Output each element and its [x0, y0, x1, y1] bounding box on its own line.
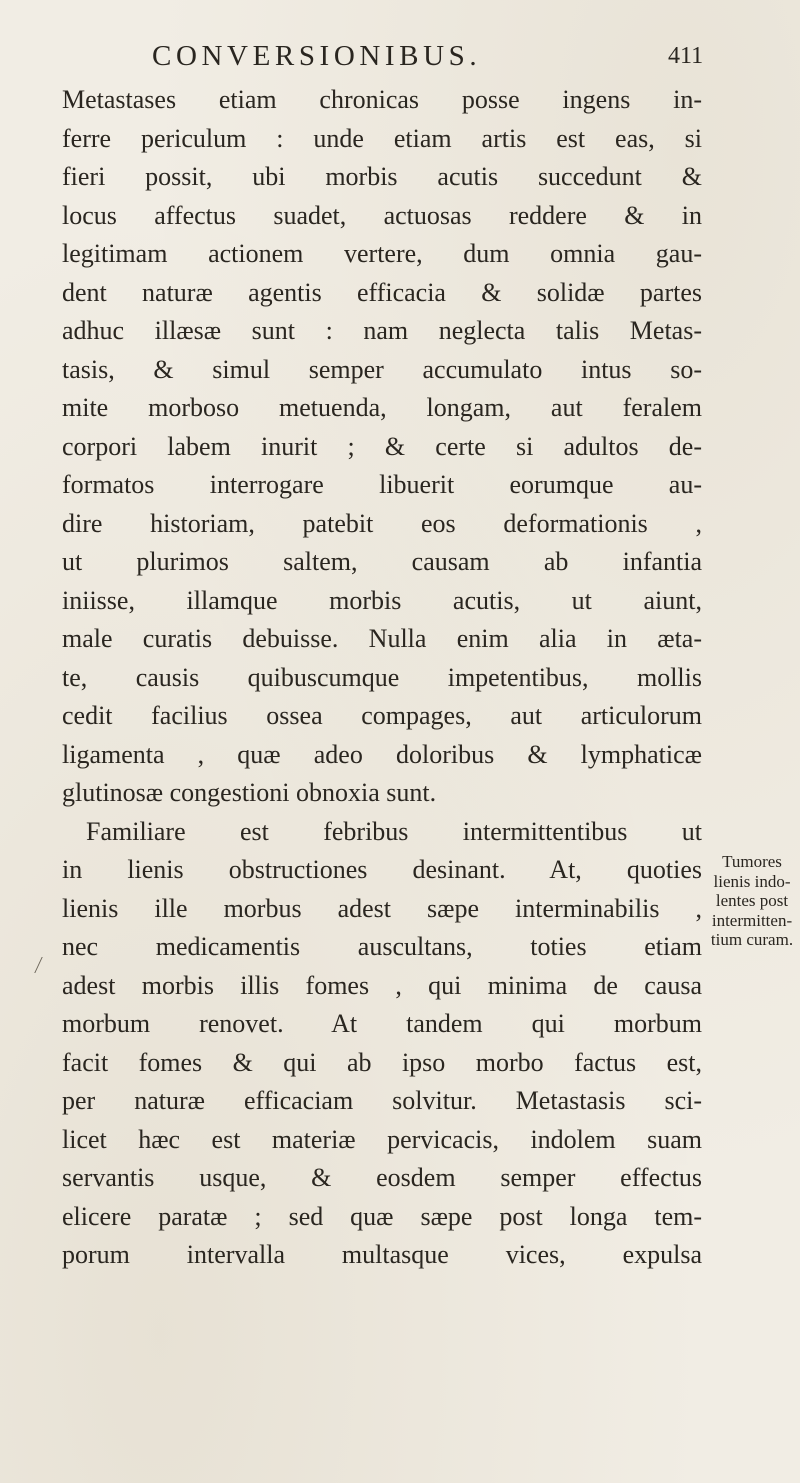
- margin-note-line: lienis indo-: [713, 871, 791, 891]
- text-line: servantis usque, & eosdem semper effectus: [62, 1163, 702, 1192]
- margin-tick-mark: [34, 957, 46, 973]
- text-line: lienis ille morbus adest sæpe interminabilis ,: [62, 893, 702, 923]
- margin-note: [706, 852, 798, 950]
- text-line: elicere paratæ ; sed quæ sæpe post longa tem-: [62, 1201, 702, 1231]
- text-line: facit fomes & qui ab ipso morbo factus est,: [62, 1047, 702, 1077]
- text-line: legitimam actionem vertere, dum omnia gau-: [62, 239, 702, 268]
- text-line: formatos interrogare libuerit eorumque au-: [62, 470, 702, 499]
- margin-note-line: tium curam.: [710, 930, 794, 949]
- margin-note-line: intermitten-: [711, 910, 793, 930]
- text-line: male curatis debuisse. Nulla enim alia in æta-: [62, 624, 702, 653]
- text-line: Familiare est febribus intermittentibus ut: [86, 816, 702, 846]
- text-line: locus affectus suadet, actuosas reddere & in: [62, 200, 702, 230]
- text-line: fieri possit, ubi morbis acutis succedunt &: [62, 162, 702, 191]
- text-line: per naturæ efficaciam solvitur. Metastasis sci-: [62, 1086, 702, 1115]
- text-line: dent naturæ agentis efficacia & solidæ partes: [62, 277, 702, 307]
- text-line: glutinosæ congestioni obnoxia sunt.: [62, 778, 437, 807]
- text-line: ligamenta , quæ adeo doloribus & lymphaticæ: [62, 739, 702, 769]
- text-line: dire historiam, patebit eos deformationis ,: [62, 508, 702, 538]
- text-line: in lienis obstructiones desinant. At, quoties: [62, 855, 702, 884]
- text-line: te, causis quibuscumque impetentibus, mollis: [62, 662, 702, 692]
- page-number: 411: [668, 43, 704, 69]
- text-line: porum intervalla multasque vices, expulsa: [62, 1240, 702, 1269]
- text-line: iniisse, illamque morbis acutis, ut aiunt,: [62, 585, 702, 615]
- text-line: adest morbis illis fomes , qui minima de causa: [62, 970, 702, 1000]
- text-line: nec medicamentis auscultans, toties etiam: [62, 932, 702, 961]
- running-title: CONVERSIONIBUS.: [152, 40, 482, 72]
- text-line: ut plurimos saltem, causam ab infantia: [62, 547, 702, 576]
- text-line: morbum renovet. At tandem qui morbum: [62, 1009, 702, 1038]
- text-line: cedit facilius ossea compages, aut articulorum: [62, 701, 702, 730]
- text-line: ferre periculum : unde etiam artis est eas, si: [62, 123, 702, 153]
- text-line: adhuc illæsæ sunt : nam neglecta talis Metas-: [62, 316, 702, 345]
- text-line: licet hæc est materiæ pervicacis, indolem suam: [62, 1124, 702, 1154]
- body-text: [62, 81, 702, 1275]
- text-line: Metastases etiam chronicas posse ingens in-: [62, 85, 702, 114]
- text-line: mite morboso metuenda, longam, aut feralem: [62, 393, 702, 422]
- margin-note-line: Tumores: [722, 852, 782, 871]
- text-line: tasis, & simul semper accumulato intus so-: [62, 354, 702, 384]
- text-line: corpori labem inurit ; & certe si adultos de-: [62, 431, 702, 461]
- margin-note-line: lentes post: [715, 891, 789, 910]
- running-head: [0, 40, 800, 76]
